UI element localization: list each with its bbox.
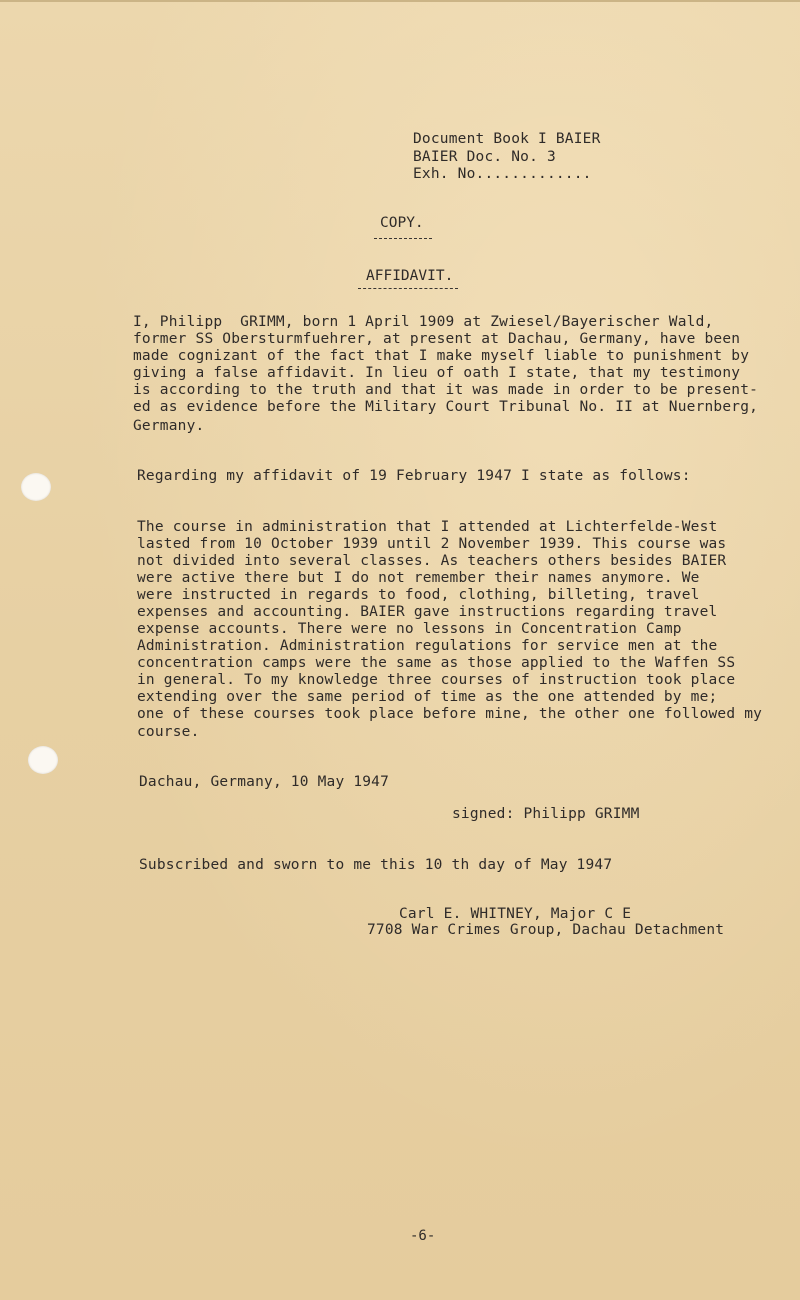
paragraph-line: giving a false affidavit. In lieu of oath I state, that my testimony xyxy=(133,365,741,381)
exhibit-number-line: Exh. No............. xyxy=(413,166,592,182)
paragraph-line: Germany. xyxy=(133,418,205,434)
paragraph-line: course. xyxy=(137,724,200,740)
doc-number-line: BAIER Doc. No. 3 xyxy=(413,149,556,165)
paragraph-line: extending over the same period of time as the one attended by me; xyxy=(137,689,718,705)
paragraph-line: ed as evidence before the Military Court Tribunal No. II at Nuernberg, xyxy=(133,399,759,415)
document-book-line: Document Book I BAIER xyxy=(413,131,601,147)
subscribed-statement: Subscribed and sworn to me this 10 th day of May 1947 xyxy=(139,857,613,873)
signature-line: signed: Philipp GRIMM xyxy=(452,806,640,822)
paragraph-line: former SS Obersturmfuehrer, at present at Dachau, Germany, have been xyxy=(133,331,741,347)
paragraph-line: one of these courses took place before mine, the other one followed my xyxy=(137,706,763,722)
paragraph-line: concentration camps were the same as those applied to the Waffen SS xyxy=(137,655,736,671)
document-title: AFFIDAVIT. xyxy=(366,268,454,284)
punch-hole-top xyxy=(21,473,51,501)
paragraph-regarding: Regarding my affidavit of 19 February 1947 I state as follows: xyxy=(137,468,691,484)
paragraph-line: were active there but I do not remember their names anymore. We xyxy=(137,570,700,586)
paragraph-line: is according to the truth and that it was made in order to be present- xyxy=(133,382,759,398)
punch-hole-bottom xyxy=(28,746,58,774)
paragraph-line: were instructed in regards to food, clothing, billeting, travel xyxy=(137,587,700,603)
paragraph-line: expense accounts. There were no lessons in Concentration Camp xyxy=(137,621,682,637)
copy-label: COPY. xyxy=(380,215,424,231)
officer-name: Carl E. WHITNEY, Major C E xyxy=(399,906,632,922)
copy-underline xyxy=(374,238,432,239)
paragraph-line: Administration. Administration regulations for service men at the xyxy=(137,638,718,654)
title-underline xyxy=(358,288,458,289)
paragraph-line: The course in administration that I attended at Lichterfelde-West xyxy=(137,519,718,535)
page-number: -6- xyxy=(410,1228,436,1244)
paragraph-line: not divided into several classes. As teachers others besides BAIER xyxy=(137,553,727,569)
paragraph-line: in general. To my knowledge three courses of instruction took place xyxy=(137,672,736,688)
page-edge xyxy=(0,0,800,2)
paragraph-line: lasted from 10 October 1939 until 2 November 1939. This course was xyxy=(137,536,727,552)
paragraph-line: I, Philipp GRIMM, born 1 April 1909 at Zwiesel/Bayerischer Wald, xyxy=(133,314,714,330)
paragraph-line: expenses and accounting. BAIER gave instructions regarding travel xyxy=(137,604,718,620)
officer-unit: 7708 War Crimes Group, Dachau Detachment xyxy=(367,922,725,938)
paragraph-line: made cognizant of the fact that I make myself liable to punishment by xyxy=(133,348,750,364)
place-and-date: Dachau, Germany, 10 May 1947 xyxy=(139,774,390,790)
